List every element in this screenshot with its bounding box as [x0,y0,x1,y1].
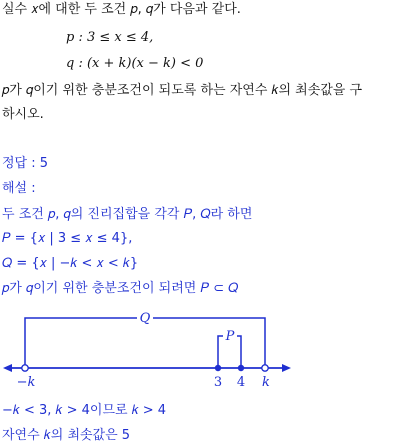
label-neg-k: −k [16,375,36,390]
question-line-4: 𝑝가 𝑞이기 위한 충분조건이 되도록 하는 자연수 𝑘의 최솟값을 구 [2,83,363,98]
number-line-diagram [0,300,400,392]
answer-line: 정답 : 5 [2,156,49,171]
explanation-label: 해설 : [2,181,36,196]
open-point-k [262,365,268,371]
explanation-line-1: 두 조건 𝑝, 𝑞의 진리집합을 각각 𝑃, 𝑄라 하면 [2,207,253,222]
condition-p: 𝑝 : 3 ≤ 𝑥 ≤ 4, [66,30,154,45]
explanation-line-6: 자연수 𝑘의 최솟값은 5 [2,428,131,443]
closed-point-4 [238,365,244,371]
explanation-line-4: 𝑝가 𝑞이기 위한 충분조건이 되려면 𝑃 ⊂ 𝑄 [2,281,239,296]
closed-point-3 [215,365,221,371]
question-line-5: 하시오. [2,107,44,122]
set-Q-definition: 𝑄 = {𝑥 | −𝑘 < 𝑥 < 𝑘} [2,256,139,271]
label-Q: Q [139,311,151,326]
axis-right-arrow-icon [282,364,291,372]
explanation-line-5: −𝑘 < 3, 𝑘 > 4이므로 𝑘 > 4 [2,403,167,418]
set-P-definition: 𝑃 = {𝑥 | 3 ≤ 𝑥 ≤ 4}, [2,231,133,246]
axis-left-arrow-icon [3,364,12,372]
label-P: P [225,329,235,344]
question-line-1: 실수 𝑥에 대한 두 조건 𝑝, 𝑞가 다음과 같다. [2,2,241,17]
open-point-neg-k [22,365,28,371]
condition-q: 𝑞 : (𝑥 + 𝑘)(𝑥 − 𝑘) < 0 [66,56,204,71]
label-k: k [262,375,270,390]
label-3: 3 [213,375,223,390]
label-4: 4 [236,375,246,390]
